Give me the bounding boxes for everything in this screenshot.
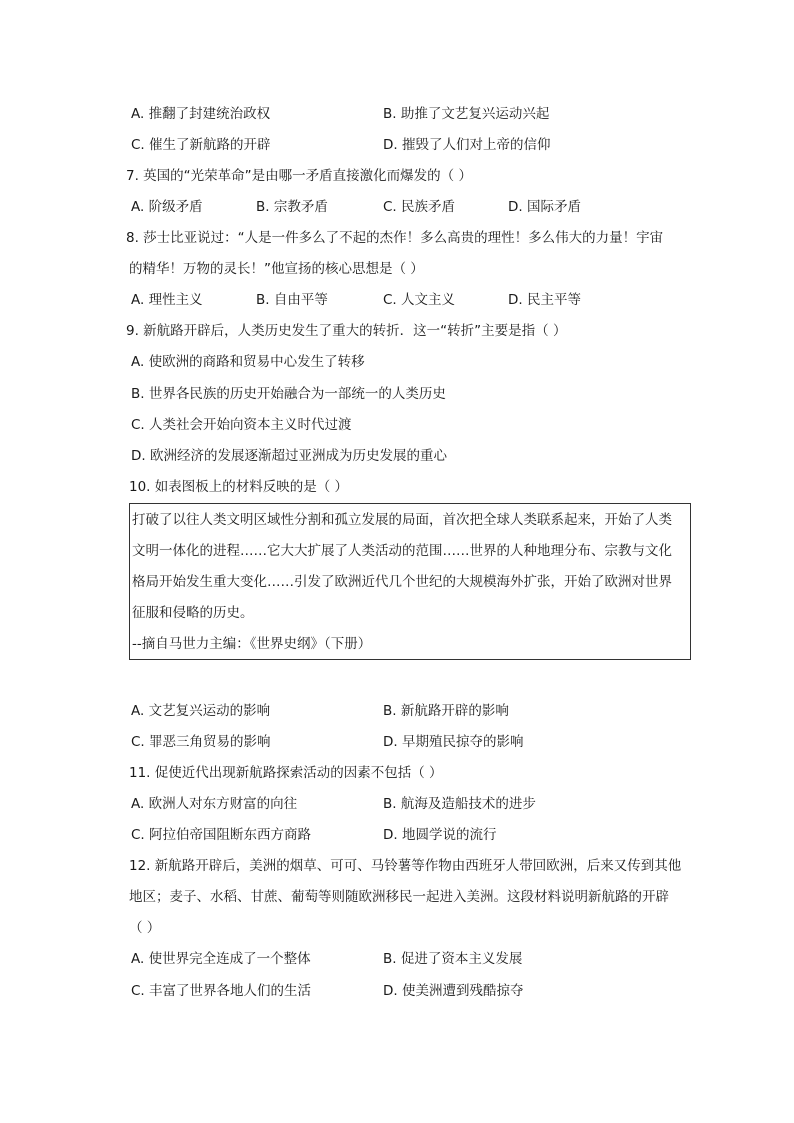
- q11-option-b: B. 航海及造船技术的进步: [383, 796, 536, 812]
- q7-option-d: D. 国际矛盾: [508, 199, 581, 215]
- q11-stem: 11. 促使近代出现新航路探索活动的因素不包括（ ）: [129, 765, 443, 781]
- q10-option-a: A. 文艺复兴运动的影响: [131, 703, 271, 719]
- q8-option-d: D. 民主平等: [508, 292, 581, 308]
- q7-stem: 7. 英国的“光荣革命”是由哪一矛盾直接激化而爆发的（ ）: [126, 168, 472, 184]
- q8-stem-line-1: 8. 莎士比亚说过：“人是一件多么了不起的杰作！多么高贵的理性！多么伟大的力量！宇宙: [126, 230, 664, 246]
- q9-option-d: D. 欧洲经济的发展逐渐超过亚洲成为历史发展的重心: [131, 448, 447, 464]
- q10-material-box: [129, 503, 691, 660]
- material-line-3: 格局开始发生重大变化……引发了欧洲近代几个世纪的大规模海外扩张，开始了欧洲对世界: [132, 574, 672, 590]
- q6-option-a: A. 推翻了封建统治政权: [131, 106, 271, 122]
- q11-option-c: C. 阿拉伯帝国阻断东西方商路: [131, 827, 312, 843]
- q10-option-c: C. 罪恶三角贸易的影响: [131, 734, 271, 750]
- q9-stem: 9. 新航路开辟后，人类历史发生了重大的转折．这一“转折”主要是指（ ）: [126, 323, 567, 339]
- q10-option-d: D. 早期殖民掠夺的影响: [383, 734, 524, 750]
- q11-option-d: D. 地圆学说的流行: [383, 827, 497, 843]
- material-line-4: 征服和侵略的历史。: [132, 605, 254, 621]
- q12-stem-line-3: （ ）: [129, 920, 161, 936]
- q12-option-a: A. 使世界完全连成了一个整体: [131, 951, 311, 967]
- q7-option-c: C. 民族矛盾: [383, 199, 456, 215]
- q6-option-d: D. 摧毁了人们对上帝的信仰: [383, 137, 551, 153]
- q10-stem: 10. 如表图板上的材料反映的是（ ）: [129, 479, 349, 495]
- q12-stem-line-2: 地区；麦子、水稻、甘蔗、葡萄等则随欧洲移民一起进入美洲。这段材料说明新航路的开辟: [129, 889, 669, 905]
- q9-option-a: A. 使欧洲的商路和贸易中心发生了转移: [131, 354, 365, 370]
- q11-option-a: A. 欧洲人对东方财富的向往: [131, 796, 298, 812]
- q12-option-c: C. 丰富了世界各地人们的生活: [131, 983, 312, 999]
- q8-stem-line-2: 的精华！万物的灵长！”他宣扬的核心思想是（ ）: [129, 261, 424, 277]
- q7-option-b: B. 宗教矛盾: [256, 199, 328, 215]
- q6-option-c: C. 催生了新航路的开辟: [131, 137, 271, 153]
- material-line-2: 文明一体化的进程……它大大扩展了人类活动的范围……世界的人种地理分布、宗教与文化: [132, 543, 672, 559]
- q8-option-c: C. 人文主义: [383, 292, 456, 308]
- q12-stem-line-1: 12. 新航路开辟后，美洲的烟草、可可、马铃薯等作物由西班牙人带回欧洲，后来又传到其他: [129, 858, 682, 874]
- q8-option-a: A. 理性主义: [131, 292, 203, 308]
- material-source: --摘自马世力主编：《世界史纲》（下册）: [132, 636, 372, 652]
- q7-option-a: A. 阶级矛盾: [131, 199, 203, 215]
- material-line-1: 打破了以往人类文明区域性分割和孤立发展的局面，首次把全球人类联系起来，开始了人类: [132, 512, 672, 528]
- q12-option-b: B. 促进了资本主义发展: [383, 951, 523, 967]
- q9-option-c: C. 人类社会开始向资本主义时代过渡: [131, 417, 352, 433]
- q12-option-d: D. 使美洲遭到残酷掠夺: [383, 983, 524, 999]
- q6-option-b: B. 助推了文艺复兴运动兴起: [383, 106, 550, 122]
- q8-option-b: B. 自由平等: [256, 292, 328, 308]
- q10-option-b: B. 新航路开辟的影响: [383, 703, 509, 719]
- q9-option-b: B. 世界各民族的历史开始融合为一部统一的人类历史: [131, 386, 446, 402]
